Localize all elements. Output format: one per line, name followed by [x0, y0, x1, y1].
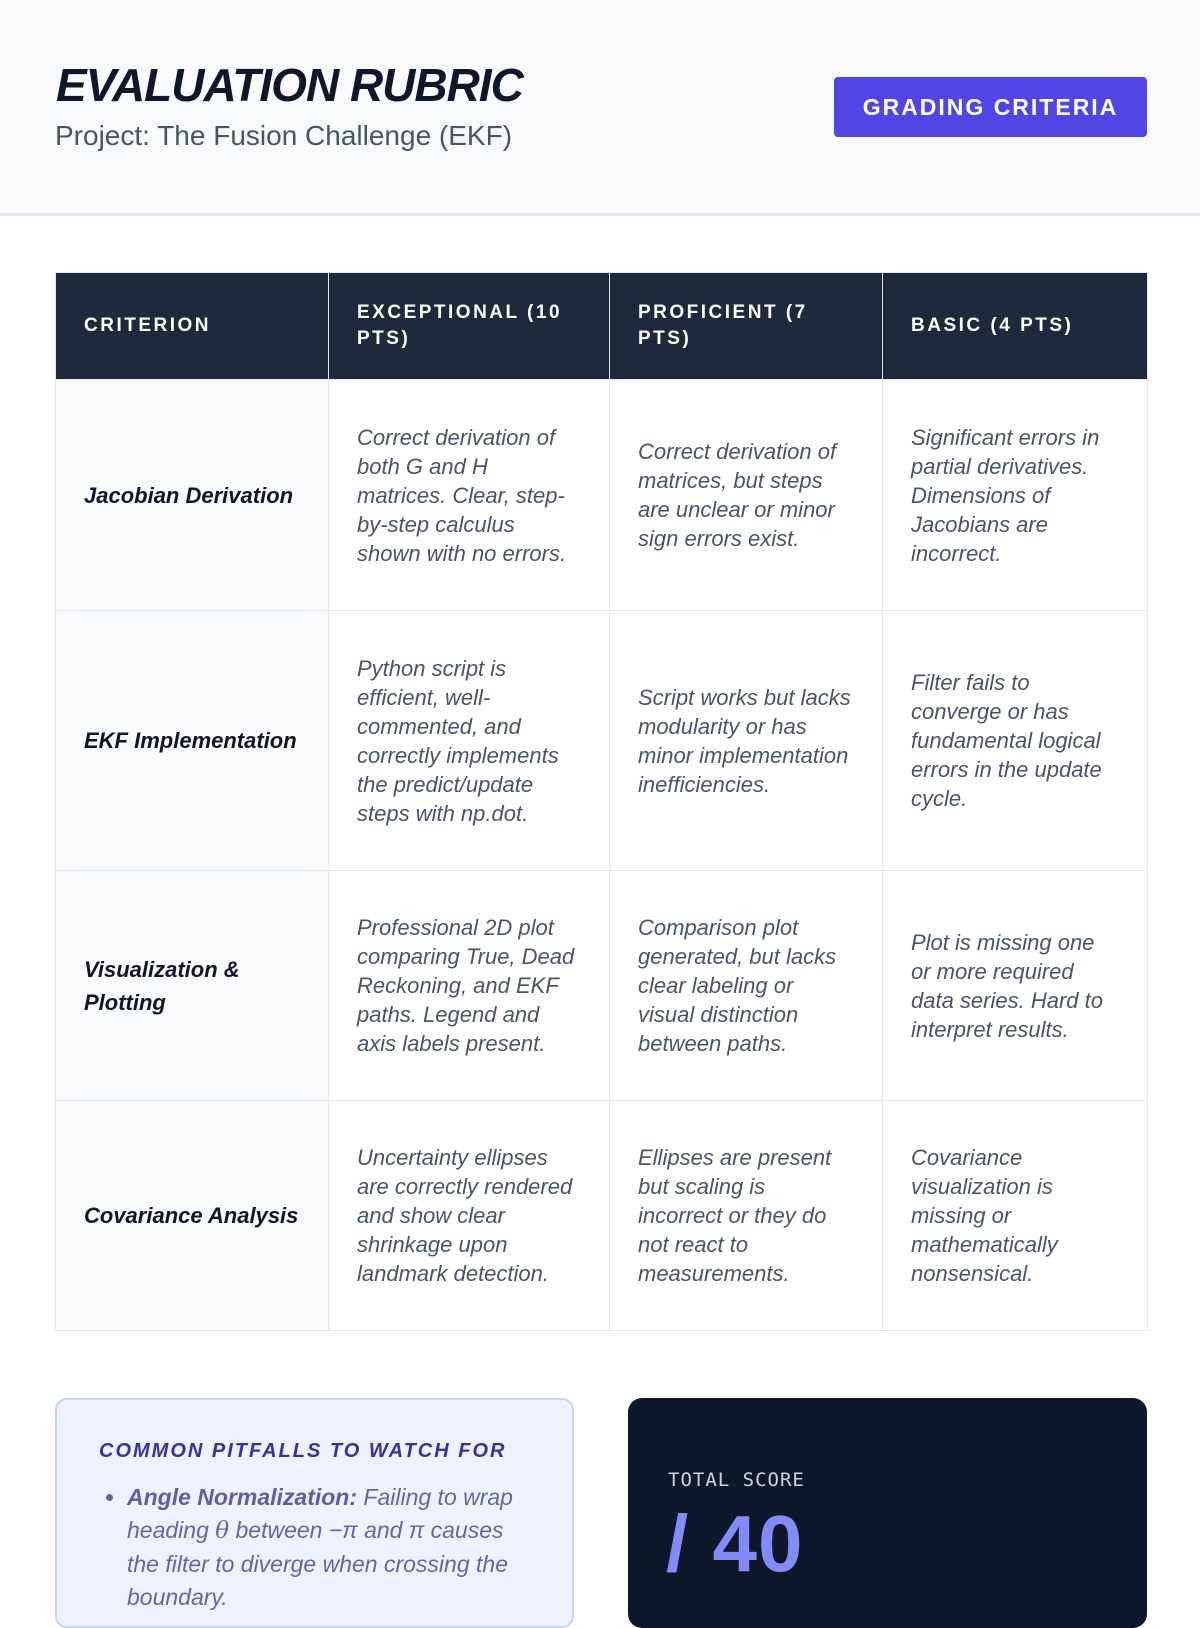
- basic-cell: Covariance visualization is missing or mathematically nonsensical.: [883, 1101, 1148, 1331]
- exceptional-cell: Python script is efficient, well-commented, and correctly implements the predict/update steps with np.dot.: [329, 611, 610, 871]
- page-subtitle: Project: The Fusion Challenge (EKF): [55, 120, 513, 151]
- basic-cell: Significant errors in partial derivatives. Dimensions of Jacobians are incorrect.: [883, 380, 1148, 611]
- proficient-cell: Script works but lacks modularity or has minor implementation inefficiencies.: [610, 611, 883, 871]
- pitfalls-list: [99, 1481, 532, 1614]
- column-header-criterion: CRITERION: [56, 273, 329, 380]
- table-row: [56, 1101, 1148, 1331]
- pitfalls-panel: [55, 1398, 574, 1628]
- pitfall-text-continued: between −π and π causes the filter to diverge when crossing the boundary.: [127, 1517, 508, 1610]
- theta-symbol: θ: [215, 1518, 230, 1544]
- pitfalls-title: COMMON PITFALLS TO WATCH FOR: [99, 1440, 507, 1462]
- rubric-header-row: [56, 273, 1148, 380]
- total-score-label: TOTAL SCORE: [668, 1469, 805, 1491]
- rubric-table: [55, 272, 1148, 1331]
- grading-criteria-button[interactable]: GRADING CRITERIA: [834, 77, 1147, 137]
- criterion-cell: Covariance Analysis: [56, 1101, 329, 1331]
- total-score-card: [628, 1398, 1147, 1628]
- table-row: [56, 871, 1148, 1101]
- proficient-cell: Ellipses are present but scaling is incorrect or they do not react to measurements.: [610, 1101, 883, 1331]
- page-header: [0, 0, 1200, 216]
- criterion-cell: Jacobian Derivation: [56, 380, 329, 611]
- table-row: [56, 611, 1148, 871]
- exceptional-cell: Professional 2D plot comparing True, Dead Reckoning, and EKF paths. Legend and axis labels present.: [329, 871, 610, 1101]
- table-row: [56, 380, 1148, 611]
- page-title: EVALUATION RUBRIC: [56, 59, 523, 111]
- column-header-proficient: PROFICIENT (7 PTS): [610, 273, 883, 380]
- column-header-exceptional: EXCEPTIONAL (10 PTS): [329, 273, 610, 380]
- exceptional-cell: Uncertainty ellipses are correctly rendered and show clear shrinkage upon landmark detection.: [329, 1101, 610, 1331]
- basic-cell: Plot is missing one or more required data series. Hard to interpret results.: [883, 871, 1148, 1101]
- pitfall-text: Failing to wrap heading: [127, 1484, 513, 1543]
- list-item: [127, 1481, 532, 1614]
- total-score-value: / 40: [666, 1499, 804, 1588]
- criterion-cell: EKF Implementation: [56, 611, 329, 871]
- proficient-cell: Comparison plot generated, but lacks clear labeling or visual distinction between paths.: [610, 871, 883, 1101]
- pitfall-term: Angle Normalization:: [127, 1484, 358, 1510]
- basic-cell: Filter fails to converge or has fundamental logical errors in the update cycle.: [883, 611, 1148, 871]
- proficient-cell: Correct derivation of matrices, but steps are unclear or minor sign errors exist.: [610, 380, 883, 611]
- exceptional-cell: Correct derivation of both G and H matrices. Clear, step-by-step calculus shown with no errors.: [329, 380, 610, 611]
- column-header-basic: BASIC (4 PTS): [883, 273, 1148, 380]
- criterion-cell: Visualization & Plotting: [56, 871, 329, 1101]
